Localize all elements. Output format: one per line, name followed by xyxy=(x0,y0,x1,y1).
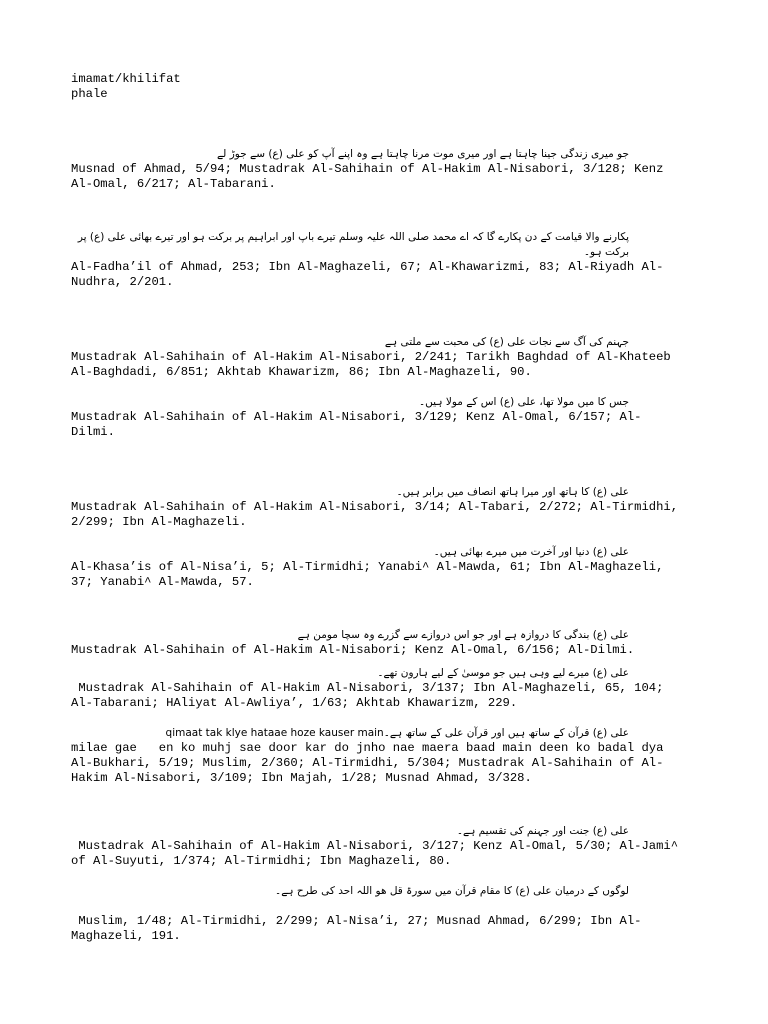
reference-text: Al-Khasa’is of Al-Nisa’i, 5; Al-Tirmidhi; Yanabi^ Al-Mawda, 61; Ibn Al-Maghazeli, 37; Yanabi^ Al-Mawda, 57. xyxy=(71,560,664,589)
urdu-quote: جس کا میں مولا تھا، علی (ع) اس کے مولا ہیں۔ xyxy=(419,396,629,408)
urdu-quote: علی (ع) کا ہاتھ اور میرا ہاتھ انصاف میں برابر ہیں۔ xyxy=(396,486,629,498)
doc-heading-line-2: phale xyxy=(71,87,108,101)
hadith-entry-10 xyxy=(71,824,701,869)
reference-text: Mustadrak Al-Sahihain of Al-Hakim Al-Nisabori, 3/127; Kenz Al-Omal, 5/30; Al-Jami^ of Al-Suyuti, 1/374; Al-Tirmidhi; Ibn Maghazeli, 80. xyxy=(71,839,679,868)
urdu-quote: جو میری زندگی جینا چاہتا ہے اور میری موت مرنا چاہتا ہے وہ اپنے آپ کو علی (ع) سے جوڑ لے xyxy=(217,148,629,160)
hadith-entry-11 xyxy=(71,884,701,944)
hadith-entry-5 xyxy=(71,485,701,530)
reference-text: Musnad of Ahmad, 5/94; Mustadrak Al-Sahihain of Al-Hakim Al-Nisabori, 3/128; Kenz Al-Omal, 6/217; Al-Tabarani. xyxy=(71,162,664,191)
urdu-quote: لوگوں کے درمیان علی (ع) کا مقام قرآن میں سورۃ قل ھو اللہ احد کی طرح ہے۔ xyxy=(275,885,629,897)
hadith-entry-2 xyxy=(71,230,701,290)
urdu-quote: پکارنے والا قیامت کے دن پکارے گا کہ اے محمد صلی اللہ علیہ وسلم تیرے باپ اور ابراہیم پر برکت ہو اور تیرے بھائی علی (ع) پر برکت ہو۔ xyxy=(77,231,629,258)
hadith-entry-4 xyxy=(71,395,701,440)
reference-text: Muslim, 1/48; Al-Tirmidhi, 2/299; Al-Nisa’i, 27; Musnad Ahmad, 6/299; Ibn Al- Maghazeli, 191. xyxy=(71,914,642,943)
reference-text: Mustadrak Al-Sahihain of Al-Hakim Al-Nisabori, 3/137; Ibn Al-Maghazeli, 65, 104; Al-Tabarani; HAliyat Al-Awliya’, 1/63; Akhtab Khawarizm, 229. xyxy=(71,681,664,710)
urdu-quote: جہنم کی آگ سے نجات علی (ع) کی محبت سے ملتی ہے xyxy=(384,336,629,348)
hadith-entry-1 xyxy=(71,147,701,192)
document-page xyxy=(71,72,701,944)
doc-heading-line-1: imamat/khilifat xyxy=(71,72,181,86)
urdu-quote: علی (ع) میرے لیے وہی ہیں جو موسیٰ کے لیے ہارون تھے۔ xyxy=(377,667,629,679)
reference-text: milae gae en ko muhj sae door kar do jnho nae maera baad main deen ko badal dya Al-Bukhari, 5/19; Muslim, 2/360; Al-Tirmidhi, 5/304; Mustadrak Al-Sahihain of Al- Hakim Al-Nisabori, 3/109; Ibn Majah, 1/28; Musnad Ahmad, 3/328. xyxy=(71,741,664,785)
hadith-entry-7 xyxy=(71,628,701,658)
urdu-quote: علی (ع) دنیا اور آخرت میں میرے بھائی ہیں۔ xyxy=(433,546,629,558)
hadith-entry-9 xyxy=(71,726,701,786)
reference-text: Mustadrak Al-Sahihain of Al-Hakim Al-Nisabori, 2/241; Tarikh Baghdad of Al-Khateeb Al-Baghdadi, 6/851; Akhtab Khawarizm, 86; Ibn Al-Maghazeli, 90. xyxy=(71,350,671,379)
reference-text: Mustadrak Al-Sahihain of Al-Hakim Al-Nisabori, 3/129; Kenz Al-Omal, 6/157; Al- Dilmi. xyxy=(71,410,642,439)
urdu-quote: علی (ع) جنت اور جہنم کی تقسیم ہے۔ xyxy=(456,825,629,837)
reference-text: Mustadrak Al-Sahihain of Al-Hakim Al-Nisabori, 3/14; Al-Tabari, 2/272; Al-Tirmidhi, 2/299; Ibn Al-Maghazeli. xyxy=(71,500,679,529)
hadith-entry-8 xyxy=(71,666,701,711)
reference-text: Al-Fadha’il of Ahmad, 253; Ibn Al-Maghazeli, 67; Al-Khawarizmi, 83; Al-Riyadh Al- Nudhra, 2/201. xyxy=(71,260,664,289)
urdu-quote: علی (ع) قرآن کے ساتھ ہیں اور قرآن علی کے ساتھ ہے۔qimaat tak klye hataae hoze kauser main xyxy=(165,727,629,739)
hadith-entry-3 xyxy=(71,335,701,380)
hadith-entry-6 xyxy=(71,545,701,590)
reference-text: Mustadrak Al-Sahihain of Al-Hakim Al-Nisabori; Kenz Al-Omal, 6/156; Al-Dilmi. xyxy=(71,643,635,657)
urdu-quote: علی (ع) بندگی کا دروازہ ہے اور جو اس دروازے سے گزرے وہ سچا مومن ہے xyxy=(297,629,629,641)
